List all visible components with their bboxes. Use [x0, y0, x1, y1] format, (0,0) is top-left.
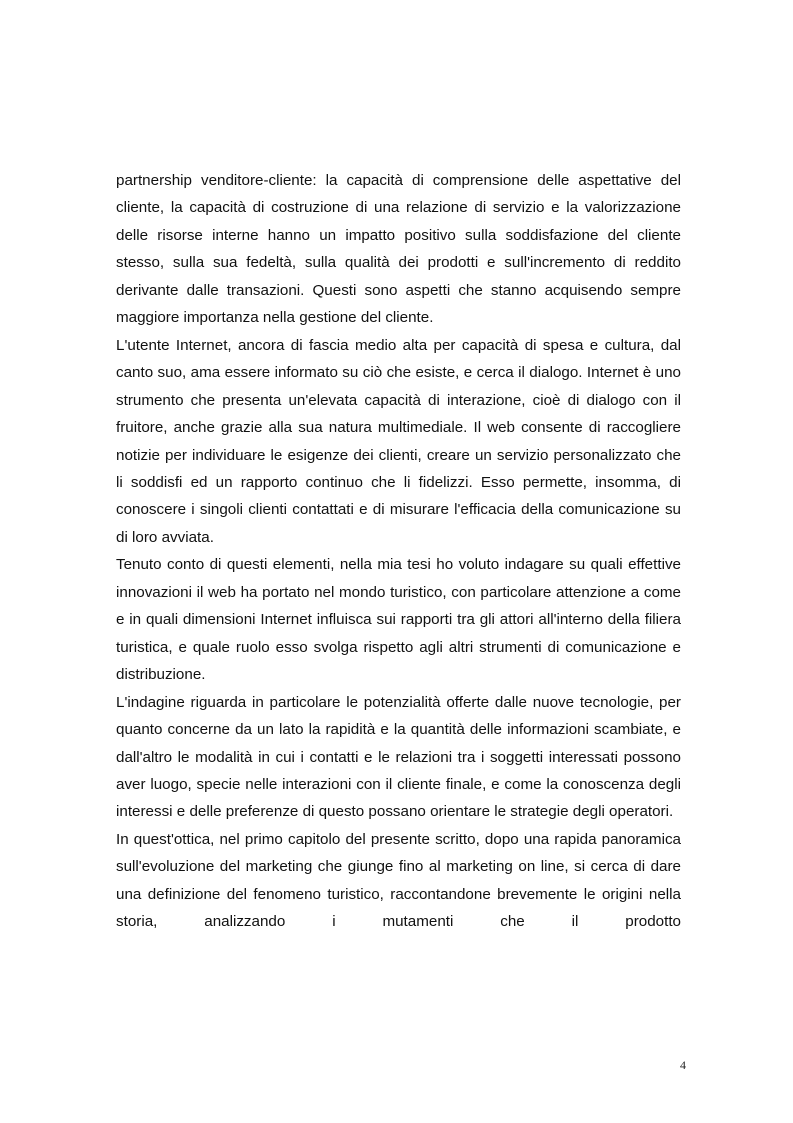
page-number: 4 — [680, 1058, 686, 1072]
paragraph-2: L'utente Internet, ancora di fascia medio alta per capacità di spesa e cultura, dal canto suo, ama essere informato su ciò che esiste, e cerca il dialogo. Internet è uno strumento che presenta un'elevata capacità di interazione, cioè di dialogo con il fruitore, anche grazie alla sua natura multimediale. Il web consente di raccogliere notizie per individuare le esigenze dei clienti, creare un servizio personalizzato che li soddisfi ed un rapporto continuo che li fidelizzi. Esso permette, insomma, di conoscere i singoli clienti contattati e di misurare l'efficacia della comunicazione su di loro avviata. — [116, 336, 681, 546]
paragraph-4: L'indagine riguarda in particolare le potenzialità offerte dalle nuove tecnologie, per quanto concerne da un lato la rapidità e la quantità delle informazioni scambiate, e dall'altro le modalità in cui i contatti e le relazioni tra i soggetti interessati possono aver luogo, specie nelle interazioni con il cliente finale, e come la conoscenza degli interessi e delle preferenze di questo possano orientare le strategie degli operatori. — [116, 693, 681, 821]
body-text — [116, 167, 681, 936]
paragraph-5: In quest'ottica, nel primo capitolo del presente scritto, dopo una rapida panoramica sull'evoluzione del marketing che giunge fino al marketing on line, si cerca di dare una definizione del fenomeno turistico, raccontandone brevemente le origini nella storia, analizzando i mutamenti che il prodotto — [116, 830, 681, 931]
paragraph-3: Tenuto conto di questi elementi, nella mia tesi ho voluto indagare su quali effettive innovazioni il web ha portato nel mondo turistico, con particolare attenzione a come e in quali dimensioni Internet influisca sui rapporti tra gli attori all'interno della filiera turistica, e quale ruolo esso svolga rispetto agli altri strumenti di comunicazione e distribuzione. — [116, 556, 681, 684]
paragraph-1: partnership venditore-cliente: la capacità di comprensione delle aspettative del cliente, la capacità di costruzione di una relazione di servizio e la valorizzazione delle risorse interne hanno un impatto positivo sulla soddisfazione del cliente stesso, sulla sua fedeltà, sulla qualità dei prodotti e sull'incremento di reddito derivante dalle transazioni. Questi sono aspetti che stanno acquisendo sempre maggiore importanza nella gestione del cliente. — [116, 172, 681, 327]
